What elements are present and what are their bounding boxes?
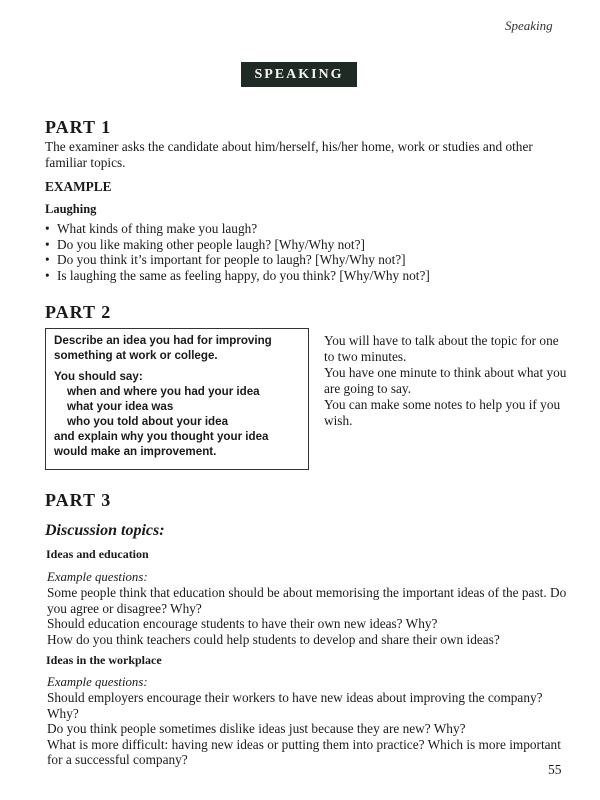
part1-question-list <box>45 221 430 283</box>
cue-card-closing: and explain why you thought your idea would make an improvement. <box>54 430 269 458</box>
running-head: Speaking <box>505 18 553 33</box>
cue-card-point: when and where you had your idea <box>67 385 260 398</box>
instruction-line: You have one minute to think about what you are going to say. <box>324 365 567 396</box>
list-item: • Do you like making other people laugh? [Why/Why not?] <box>45 236 365 252</box>
question-line: Do you think people sometimes dislike ideas just because they are new? Why? <box>47 721 466 736</box>
topic-title: Ideas in the workplace <box>46 653 162 667</box>
question-line: How do you think teachers could help students to develop and share their own ideas? <box>47 631 500 647</box>
page-number: 55 <box>548 762 562 777</box>
question-line: Should education encourage students to have their own new ideas? Why? <box>47 616 438 631</box>
section-banner: SPEAKING <box>241 62 357 87</box>
topic-title: Laughing <box>45 202 97 216</box>
part2-instructions <box>324 333 569 429</box>
topic-title: Ideas and education <box>46 547 149 561</box>
bullet-icon: • <box>45 236 50 252</box>
list-item: • Do you think it’s important for people to laugh? [Why/Why not?] <box>45 252 406 267</box>
discussion-topics-label: Discussion topics: <box>45 522 165 539</box>
example-questions-label: Example questions: <box>47 675 148 689</box>
instruction-line: You can make some notes to help you if you wish. <box>324 397 561 428</box>
cue-card-point: who you told about your idea <box>67 415 229 428</box>
list-item: • What kinds of thing make you laugh? <box>45 221 258 236</box>
topic-questions <box>47 690 567 768</box>
example-questions-label: Example questions: <box>47 570 148 584</box>
part1-heading: PART 1 <box>45 117 112 137</box>
cue-card-should-say: You should say: <box>54 370 143 383</box>
cue-card <box>45 328 309 470</box>
question-line: Some people think that education should be about memorising the important ideas of the past. Do you agree or disagree? Why? <box>47 585 567 616</box>
question-line: What is more difficult: having new ideas or putting them into practice? Which is more important for a successful company? <box>47 736 561 767</box>
question-line: Should employers encourage their workers to have new ideas about improving the company? Why? <box>47 690 543 721</box>
list-item: • Is laughing the same as feeling happy, do you think? [Why/Why not?] <box>45 267 430 283</box>
part1-intro: The examiner asks the candidate about him/herself, his/her home, work or studies and other familiar topics. <box>45 139 533 170</box>
instruction-line: You will have to talk about the topic for one to two minutes. <box>324 333 559 364</box>
cue-card-prompt: Describe an idea you had for improving something at work or college. <box>54 334 272 362</box>
topic-questions <box>47 585 567 647</box>
part3-heading: PART 3 <box>45 490 112 510</box>
example-label: EXAMPLE <box>45 179 112 194</box>
cue-card-point: what your idea was <box>67 400 174 413</box>
bullet-icon: • <box>45 252 50 267</box>
part2-heading: PART 2 <box>45 302 112 322</box>
bullet-icon: • <box>45 221 50 236</box>
bullet-icon: • <box>45 267 50 283</box>
